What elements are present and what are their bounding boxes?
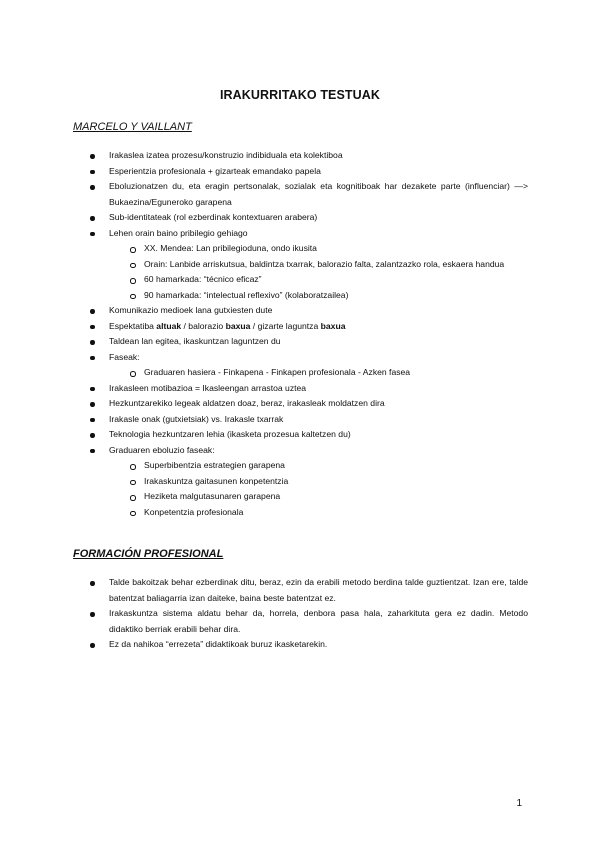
- list-item-expectation: Espektatiba altuak / balorazio baxua / gizarte laguntza baxua: [73, 319, 528, 335]
- sub-list-item: XX. Mendea: Lan pribilegioduna, ondo ikusita: [73, 241, 528, 257]
- list-item: Sub-identitateak (rol ezberdinak kontextuaren arabera): [73, 210, 528, 226]
- section-heading-formacion: FORMACIÓN PROFESIONAL: [73, 548, 224, 560]
- bullet-icon: [90, 340, 95, 345]
- bullet-icon: [90, 581, 95, 586]
- sub-list-item: 60 hamarkada: “técnico eficaz”: [73, 272, 528, 288]
- bullet-icon: [90, 216, 95, 221]
- bullet-icon: [90, 402, 95, 407]
- section-heading-marcelo: MARCELO Y VAILLANT: [73, 121, 192, 133]
- bullet-icon: [90, 309, 95, 314]
- list-item: Taldean lan egitea, ikaskuntzan laguntzen du: [73, 334, 528, 350]
- bullet-icon: [90, 433, 95, 438]
- hollow-bullet-icon: [130, 511, 136, 517]
- bullet-icon: [90, 387, 95, 392]
- sub-list-item: Superbibentzia estrategien garapena: [73, 458, 528, 474]
- list-item: Teknologia hezkuntzaren lehia (ikasketa prozesua kaltetzen du): [73, 427, 528, 443]
- hollow-bullet-icon: [130, 464, 136, 470]
- list-item: Lehen orain baino pribilegio gehiago: [73, 226, 528, 242]
- sub-list-item: 90 hamarkada: “intelectual reflexivo” (kolaboratzailea): [73, 288, 528, 304]
- list-item: Esperientzia profesionala + gizarteak emandako papela: [73, 164, 528, 180]
- bullet-icon: [90, 643, 95, 648]
- hollow-bullet-icon: [130, 263, 136, 269]
- list-item: Graduaren eboluzio faseak:: [73, 443, 528, 459]
- bullet-icon: [90, 185, 95, 190]
- sub-list-item: Orain: Lanbide arriskutsua, baldintza txarrak, balorazio falta, zalantzazko rola, eskaera handua: [73, 257, 528, 273]
- bullet-icon: [90, 325, 95, 330]
- section1-list: [73, 148, 528, 520]
- hollow-bullet-icon: [130, 247, 136, 253]
- bullet-icon: [90, 612, 95, 617]
- sub-list-item: Konpetentzia profesionala: [73, 505, 528, 521]
- hollow-bullet-icon: [130, 278, 136, 284]
- sub-list-item: Graduaren hasiera - Finkapena - Finkapen profesionala - Azken fasea: [73, 365, 528, 381]
- sub-list-item: Heziketa malgutasunaren garapena: [73, 489, 528, 505]
- list-item: Faseak:: [73, 350, 528, 366]
- list-item: Eboluzionatzen du, eta eragin pertsonalak, sozialak eta kognitiboak har dezakete parte (influenciar) —> Bukaezina/Eguneroko garapena: [73, 179, 528, 210]
- bullet-icon: [90, 232, 95, 237]
- list-item: Hezkuntzarekiko legeak aldatzen doaz, beraz, irakasleak moldatzen dira: [73, 396, 528, 412]
- bullet-icon: [90, 449, 95, 454]
- hollow-bullet-icon: [130, 480, 136, 486]
- bullet-icon: [90, 154, 95, 159]
- list-item: Komunikazio medioek lana gutxiesten dute: [73, 303, 528, 319]
- list-item: Irakasle onak (gutxietsiak) vs. Irakasle txarrak: [73, 412, 528, 428]
- list-item: Irakaslea izatea prozesu/konstruzio indibiduala eta kolektiboa: [73, 148, 528, 164]
- list-item: Ez da nahikoa “errezeta” didaktikoak buruz ikasketarekin.: [73, 637, 528, 653]
- hollow-bullet-icon: [130, 294, 136, 300]
- page-title: IRAKURRITAKO TESTUAK: [219, 88, 381, 102]
- bullet-icon: [90, 418, 95, 423]
- sub-list-item: Irakaskuntza gaitasunen konpetentzia: [73, 474, 528, 490]
- bullet-icon: [90, 170, 95, 175]
- hollow-bullet-icon: [130, 371, 136, 377]
- page-number: 1: [516, 798, 522, 809]
- list-item: Irakasleen motibazioa = Ikasleengan arrastoa uztea: [73, 381, 528, 397]
- hollow-bullet-icon: [130, 495, 136, 501]
- bullet-icon: [90, 356, 95, 361]
- list-item: Talde bakoitzak behar ezberdinak ditu, beraz, ezin da erabili metodo berdina talde guztientzat. Izan ere, talde batentzat baliagarria izan daiteke, baina beste batentzat ez.: [73, 575, 528, 606]
- list-item: Irakaskuntza sistema aldatu behar da, horrela, denbora pasa hala, zaharkituta gera ez dadin. Metodo didaktiko berriak erabili behar dira.: [73, 606, 528, 637]
- section2-list: [73, 575, 528, 653]
